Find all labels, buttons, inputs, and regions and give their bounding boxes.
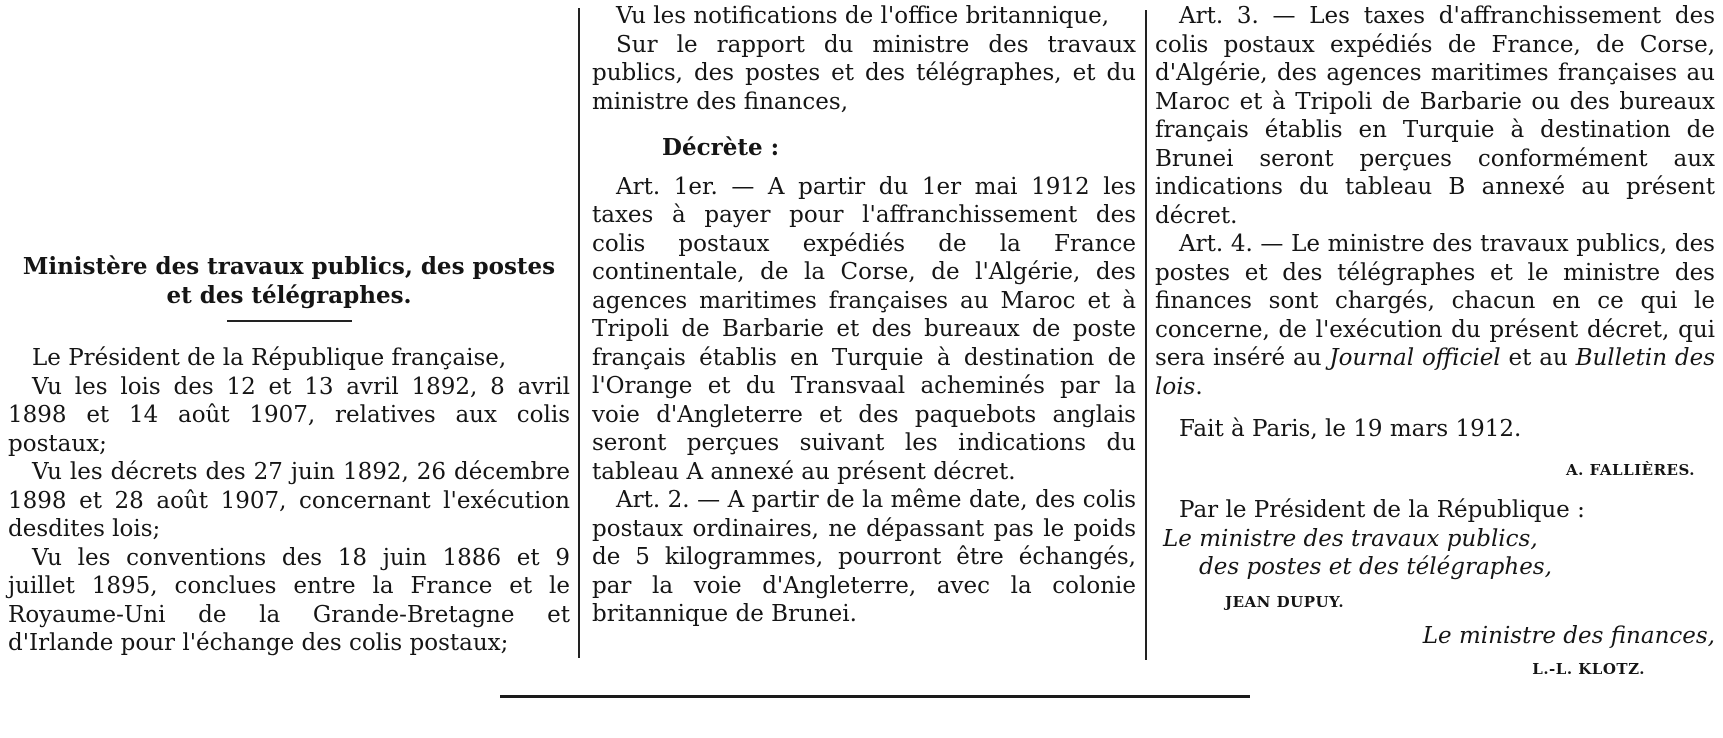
report-recital: Sur le rapport du ministre des travaux publics, des postes et des télégraphes, et du ministre des finances, [592, 31, 1136, 115]
ministry-heading: Ministère des travaux publics, des postes et des télégraphes. [22, 253, 556, 309]
by-the-president: Par le Président de la République : [1179, 497, 1585, 523]
bottom-rule [500, 695, 1250, 698]
article-4-and: et au [1500, 345, 1576, 371]
journal-officiel: Journal officiel [1329, 345, 1501, 371]
minister-public-works: Le ministre des travaux publics, [1163, 525, 1538, 552]
signature-dupuy: JEAN DUPUY. [1225, 592, 1345, 611]
article-3: Art. 3. — Les taxes d'affranchissement des colis postaux expédiés de France, de Corse, d'Algérie, des agences maritimes françaises au Maroc et à Tripoli de Barbarie ou des bureaux français établis en Turquie à destination de Brunei seront perçues conformément aux indications du tableau B annexé au présent décret. [1155, 3, 1715, 229]
conventions-recital: Vu les conventions des 18 juin 1886 et 9 juillet 1895, conclues entre la France et le Royaume-Uni de la Grande-Bretagne et d'Irlande pour l'échange des colis postaux; [8, 544, 570, 656]
article-2: Art. 2. — A partir de la même date, des colis postaux ordinaires, ne dépassant pas le poids de 5 kilogrammes, pourront être échangés, par la voie d'Angleterre, avec la colonie britannique de Brunei. [592, 487, 1136, 627]
decrees-recital: Vu les décrets des 27 juin 1892, 26 décembre 1898 et 28 août 1907, concernant l'exécution desdites lois; [8, 459, 570, 542]
article-1: Art. 1er. — A partir du 1er mai 1912 les taxes à payer pour l'affranchissement des colis postaux expédiés de la France continentale, de la Corse, de l'Algérie, des agences maritimes françaises au Maroc et à Tripoli de Barbarie et des bureaux de poste français établis en Turquie à destination de l'Orange et du Transvaal acheminés par la voie d'Angleterre et des paquebots anglais seront perçues suivant les indications du tableau A annexé au présent décret. [592, 173, 1136, 485]
minister-public-works-line2: des postes et des télégraphes, [1199, 554, 1552, 580]
bulletin-des-lois: Bulletin des lois [1155, 345, 1716, 400]
article-4-text: Art. 4. — Le ministre des travaux publics, des postes et des télégraphes et le ministre des finances sont chargés, chacun en ce qui le concerne, de l'exécution du présent décret, qui sera inséré au [1155, 231, 1715, 371]
signature-fallieres: A. FALLIÈRES. [1566, 460, 1695, 479]
notifications-recital: Vu les notifications de l'office britannique, [616, 3, 1110, 29]
heading-divider [227, 320, 352, 322]
minister-finances: Le ministre des finances, [1422, 623, 1715, 649]
date-place: Fait à Paris, le 19 mars 1912. [1179, 416, 1522, 442]
column-middle [592, 2, 1136, 629]
decree-heading: Décrète : [662, 134, 780, 161]
column-right [1155, 2, 1715, 683]
column-left [8, 253, 570, 658]
article-4-end: . [1195, 373, 1203, 400]
column-rule-right [1145, 10, 1147, 660]
signature-klotz: L.-L. KLOTZ. [1532, 659, 1645, 678]
article-4 [1155, 230, 1715, 401]
laws-recital: Vu les lois des 12 et 13 avril 1892, 8 avril 1898 et 14 août 1907, relatives aux colis postaux; [8, 373, 570, 457]
column-rule-left [578, 8, 580, 658]
president-preamble: Le Président de la République française, [32, 345, 507, 371]
